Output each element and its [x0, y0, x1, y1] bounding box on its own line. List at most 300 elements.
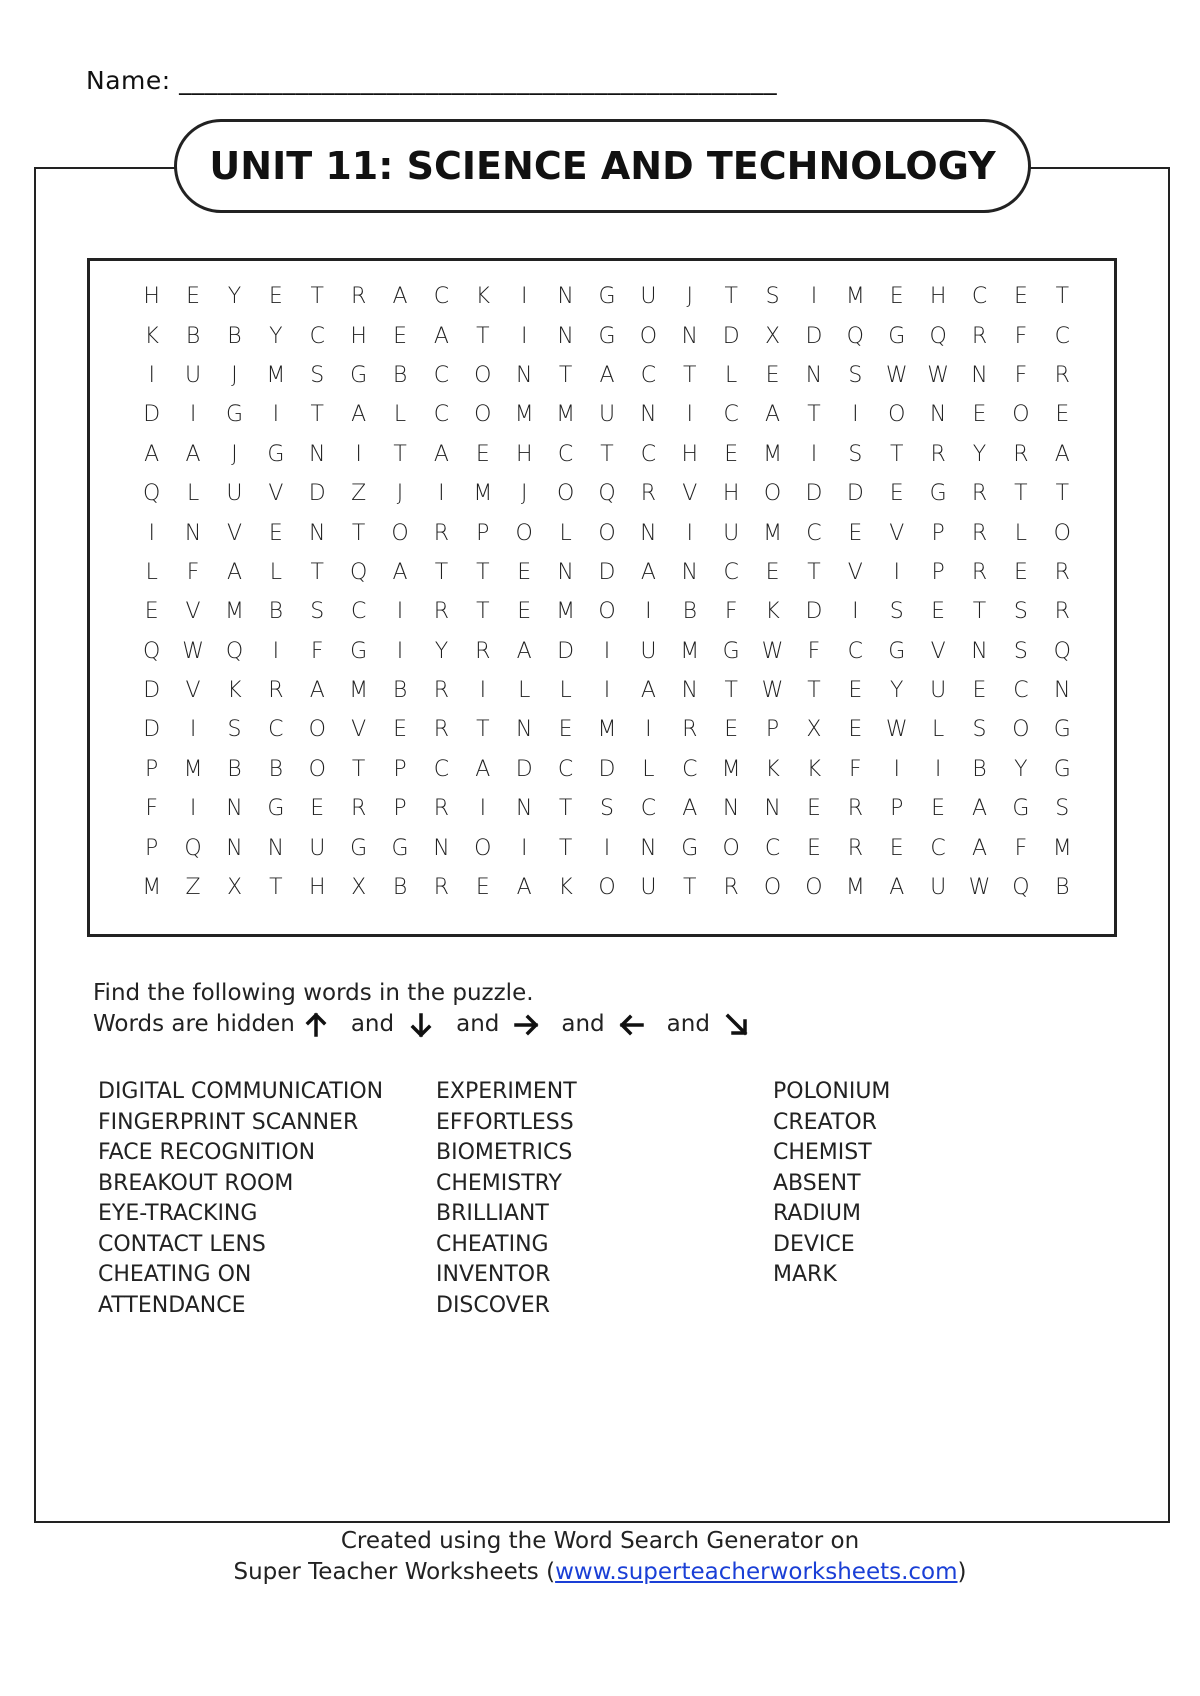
grid-letter: P	[393, 796, 407, 822]
grid-row	[131, 316, 1083, 355]
grid-letter: E	[393, 323, 407, 349]
footer-line-1: Created using the Word Search Generator on	[340, 1528, 860, 1554]
grid-letter: E	[475, 441, 490, 467]
grid-letter: R	[723, 875, 739, 901]
grid-letter: I	[852, 402, 859, 428]
grid-letter: T	[1055, 284, 1070, 310]
arrow-down-right-icon	[724, 1012, 754, 1038]
grid-letter: C	[640, 796, 657, 822]
grid-letter: K	[806, 756, 822, 782]
grid-letter: D	[805, 599, 823, 625]
grid-letter: I	[810, 284, 818, 310]
grid-letter: T	[558, 796, 573, 822]
grid-letter: O	[1012, 402, 1030, 428]
grid-letter: I	[272, 638, 280, 664]
grid-letter: N	[1054, 678, 1071, 704]
grid-letter: I	[893, 559, 900, 585]
grid-letter: Z	[185, 875, 201, 901]
letter-grid	[131, 277, 1083, 907]
grid-letter: B	[392, 678, 408, 704]
grid-letter: R	[1054, 559, 1070, 585]
grid-letter: G	[598, 323, 616, 349]
grid-letter: S	[848, 362, 863, 388]
grid-letter: K	[475, 284, 491, 310]
footer	[0, 1526, 1200, 1588]
grid-letter: C	[640, 362, 657, 388]
grid-letter: U	[640, 284, 657, 310]
grid-letter: S	[848, 441, 863, 467]
grid-letter: R	[433, 678, 450, 704]
grid-letter: U	[640, 875, 657, 901]
grid-letter: T	[558, 362, 573, 388]
grid-letter: J	[520, 481, 528, 507]
grid-letter: N	[929, 402, 947, 428]
grid-row	[131, 868, 1083, 907]
arrow-right-icon	[513, 1012, 543, 1038]
page-title: UNIT 11: SCIENCE AND TECHNOLOGY	[174, 119, 1031, 213]
grid-letter: O	[474, 402, 492, 428]
grid-letter: T	[1014, 481, 1028, 507]
grid-letter: Y	[1014, 756, 1028, 782]
grid-letter: I	[272, 402, 280, 428]
grid-letter: T	[972, 599, 987, 625]
grid-letter: A	[682, 796, 698, 822]
grid-letter: A	[475, 756, 491, 782]
word-list-item: CHEMISTRY	[436, 1170, 562, 1196]
grid-letter: E	[268, 284, 283, 310]
grid-letter: A	[351, 402, 367, 428]
grid-letter: I	[189, 796, 197, 822]
grid-letter: A	[889, 875, 905, 901]
grid-letter: T	[558, 835, 573, 861]
grid-letter: E	[889, 481, 904, 507]
grid-letter: V	[889, 520, 905, 546]
grid-letter: S	[889, 599, 904, 625]
grid-letter: A	[640, 559, 656, 585]
grid-letter: R	[433, 717, 450, 743]
grid-letter: M	[680, 638, 700, 664]
word-list-item: FINGERPRINT SCANNER	[98, 1109, 359, 1135]
grid-letter: E	[310, 796, 325, 822]
grid-letter: N	[722, 796, 740, 822]
grid-letter: T	[434, 559, 449, 585]
grid-letter: I	[520, 323, 528, 349]
grid-letter: C	[640, 441, 657, 467]
website-link[interactable]: www.superteacherworksheets.com	[555, 1559, 958, 1585]
grid-letter: B	[227, 756, 242, 782]
grid-letter: C	[433, 362, 450, 388]
grid-letter: C	[433, 756, 450, 782]
grid-row	[131, 513, 1083, 552]
grid-letter: N	[557, 559, 574, 585]
footer-line-2	[0, 1557, 1200, 1588]
grid-letter: L	[725, 362, 738, 388]
grid-letter: D	[557, 638, 575, 664]
grid-letter: I	[479, 678, 487, 704]
grid-letter: E	[475, 875, 490, 901]
grid-row	[131, 553, 1083, 592]
grid-letter: F	[1014, 835, 1028, 861]
grid-letter: G	[350, 362, 368, 388]
grid-letter: N	[184, 520, 202, 546]
grid-letter: R	[1054, 599, 1070, 625]
grid-letter: T	[310, 284, 324, 310]
grid-letter: T	[890, 441, 904, 467]
grid-letter: H	[350, 323, 367, 349]
grid-letter: R	[971, 559, 988, 585]
grid-letter: C	[309, 323, 325, 349]
grid-letter: B	[268, 599, 284, 625]
grid-letter: E	[1013, 284, 1028, 310]
grid-letter: P	[931, 520, 945, 546]
grid-letter: A	[765, 402, 781, 428]
grid-letter: Q	[1012, 875, 1030, 901]
grid-letter: T	[807, 402, 821, 428]
grid-letter: G	[225, 402, 243, 428]
grid-letter: N	[971, 362, 988, 388]
grid-letter: A	[185, 441, 201, 467]
word-list-item: POLONIUM	[773, 1079, 891, 1104]
grid-letter: T	[724, 678, 738, 704]
grid-letter: T	[310, 402, 324, 428]
grid-letter: I	[893, 756, 900, 782]
grid-letter: C	[350, 599, 367, 625]
word-list-item: BREAKOUT ROOM	[98, 1170, 294, 1196]
grid-letter: H	[143, 284, 160, 310]
grid-letter: E	[848, 678, 863, 704]
grid-letter: D	[846, 481, 864, 507]
grid-letter: C	[723, 559, 739, 585]
grid-letter: X	[351, 875, 367, 901]
instructions	[93, 978, 766, 1040]
grid-letter: O	[1012, 717, 1030, 743]
word-list-item: DEVICE	[773, 1231, 855, 1257]
grid-letter: S	[765, 284, 780, 310]
grid-letter: I	[603, 835, 611, 861]
grid-letter: G	[391, 835, 409, 861]
grid-letter: R	[351, 796, 367, 822]
grid-letter: I	[852, 599, 859, 625]
grid-letter: N	[515, 796, 533, 822]
grid-letter: Q	[1053, 638, 1071, 664]
word-list-item: CREATOR	[773, 1109, 877, 1135]
grid-letter: T	[1055, 481, 1070, 507]
grid-letter: R	[1054, 362, 1070, 388]
grid-letter: L	[145, 559, 158, 585]
grid-letter: H	[515, 441, 533, 467]
grid-letter: M	[721, 756, 741, 782]
grid-letter: B	[185, 323, 201, 349]
grid-letter: M	[597, 717, 617, 743]
grid-letter: B	[972, 756, 987, 782]
grid-letter: L	[931, 717, 945, 743]
grid-letter: O	[1053, 520, 1071, 546]
grid-letter: C	[971, 284, 988, 310]
arrow-left-icon	[619, 1012, 649, 1038]
grid-letter: N	[433, 835, 450, 861]
grid-letter: W	[927, 362, 949, 388]
grid-letter: Q	[143, 638, 161, 664]
grid-letter: C	[1013, 678, 1029, 704]
grid-letter: C	[764, 835, 781, 861]
and-label: and	[666, 1011, 710, 1037]
grid-letter: C	[433, 402, 450, 428]
grid-letter: T	[393, 441, 407, 467]
word-list-item: RADIUM	[773, 1201, 861, 1226]
grid-letter: F	[807, 638, 821, 664]
grid-letter: N	[309, 441, 326, 467]
grid-row	[131, 671, 1083, 710]
grid-letter: B	[227, 323, 242, 349]
grid-letter: I	[355, 441, 362, 467]
grid-letter: I	[148, 520, 155, 546]
grid-letter: O	[308, 717, 326, 743]
grid-letter: G	[681, 835, 699, 861]
grid-letter: G	[598, 284, 616, 310]
grid-letter: I	[934, 756, 942, 782]
instructions-prefix: Words are hidden	[93, 1011, 295, 1037]
grid-letter: E	[848, 520, 863, 546]
grid-letter: E	[931, 599, 946, 625]
grid-letter: E	[848, 717, 863, 743]
grid-letter: D	[515, 756, 533, 782]
grid-letter: Q	[225, 638, 244, 664]
grid-letter: E	[144, 599, 159, 625]
grid-letter: R	[268, 678, 284, 704]
grid-letter: G	[267, 441, 285, 467]
grid-letter: I	[438, 481, 445, 507]
grid-letter: Y	[227, 284, 242, 310]
grid-letter: M	[845, 284, 865, 310]
grid-letter: V	[930, 638, 946, 664]
grid-letter: R	[1013, 441, 1029, 467]
grid-letter: E	[765, 362, 780, 388]
grid-letter: C	[433, 284, 450, 310]
grid-row	[131, 277, 1083, 316]
grid-letter: Q	[929, 323, 947, 349]
grid-letter: U	[640, 638, 657, 664]
grid-letter: U	[309, 835, 326, 861]
grid-letter: M	[473, 481, 493, 507]
grid-letter: M	[556, 599, 576, 625]
grid-letter: G	[267, 796, 285, 822]
grid-letter: I	[645, 599, 652, 625]
grid-letter: D	[143, 717, 161, 743]
grid-letter: N	[805, 362, 823, 388]
grid-letter: I	[603, 678, 611, 704]
grid-letter: G	[888, 638, 906, 664]
word-list-item: EXPERIMENT	[436, 1079, 577, 1104]
grid-letter: H	[681, 441, 699, 467]
grid-row	[131, 789, 1083, 828]
grid-letter: L	[269, 559, 282, 585]
grid-letter: M	[266, 362, 286, 388]
grid-letter: W	[885, 717, 908, 743]
grid-letter: V	[185, 678, 201, 704]
grid-letter: P	[145, 756, 159, 782]
grid-letter: S	[1013, 638, 1028, 664]
grid-row	[131, 395, 1083, 434]
grid-letter: V	[682, 481, 698, 507]
grid-letter: K	[558, 875, 573, 901]
grid-letter: E	[1013, 559, 1028, 585]
grid-letter: F	[724, 599, 738, 625]
grid-letter: O	[598, 875, 616, 901]
grid-letter: L	[559, 520, 572, 546]
grid-letter: E	[765, 559, 780, 585]
grid-letter: E	[393, 717, 407, 743]
grid-letter: O	[515, 520, 533, 546]
grid-letter: N	[640, 835, 657, 861]
grid-letter: S	[1055, 796, 1070, 822]
grid-letter: M	[845, 875, 865, 901]
grid-letter: L	[518, 678, 531, 704]
grid-letter: J	[231, 362, 238, 388]
grid-row	[131, 356, 1083, 395]
grid-letter: D	[805, 481, 823, 507]
grid-letter: N	[640, 520, 657, 546]
grid-letter: E	[268, 520, 283, 546]
grid-letter: R	[847, 835, 863, 861]
grid-letter: M	[556, 402, 576, 428]
grid-letter: I	[603, 638, 611, 664]
grid-letter: K	[765, 756, 780, 782]
grid-letter: M	[224, 599, 244, 625]
grid-letter: T	[476, 559, 490, 585]
grid-letter: D	[598, 559, 616, 585]
word-list-item: INVENTOR	[436, 1262, 551, 1287]
grid-letter: N	[515, 717, 533, 743]
grid-letter: T	[269, 875, 283, 901]
grid-letter: O	[474, 835, 492, 861]
grid-letter: N	[681, 323, 698, 349]
grid-letter: R	[433, 520, 450, 546]
grid-letter: E	[972, 402, 987, 428]
grid-letter: C	[930, 835, 946, 861]
grid-letter: U	[598, 402, 616, 428]
grid-letter: A	[599, 362, 615, 388]
grid-letter: I	[520, 284, 528, 310]
grid-letter: O	[598, 520, 616, 546]
grid-letter: N	[557, 284, 574, 310]
instructions-line-1: Find the following words in the puzzle.	[93, 980, 534, 1006]
grid-letter: R	[682, 717, 698, 743]
word-list-item: CHEATING ON	[98, 1262, 252, 1287]
grid-letter: P	[145, 835, 159, 861]
grid-letter: R	[433, 796, 450, 822]
grid-letter: M	[183, 756, 203, 782]
grid-letter: U	[723, 520, 740, 546]
grid-letter: G	[888, 323, 906, 349]
footer-prefix: Super Teacher Worksheets (	[233, 1559, 556, 1585]
grid-letter: F	[310, 638, 324, 664]
grid-row	[131, 632, 1083, 671]
grid-letter: W	[182, 638, 204, 664]
grid-letter: S	[310, 362, 325, 388]
word-list-column-1	[98, 1077, 383, 1321]
grid-letter: N	[226, 835, 243, 861]
word-list-item: MARK	[773, 1262, 837, 1287]
grid-letter: C	[1054, 323, 1070, 349]
grid-row	[131, 592, 1083, 631]
and-label: and	[456, 1011, 500, 1037]
name-field-label: Name: ______________________________________________	[86, 66, 778, 95]
grid-letter: F	[1014, 323, 1028, 349]
grid-letter: R	[971, 481, 988, 507]
grid-letter: T	[724, 284, 738, 310]
grid-letter: D	[143, 678, 161, 704]
grid-letter: A	[309, 678, 325, 704]
grid-letter: G	[929, 481, 947, 507]
grid-letter: Z	[351, 481, 367, 507]
grid-letter: N	[557, 323, 574, 349]
grid-letter: L	[393, 402, 407, 428]
grid-letter: Y	[434, 638, 449, 664]
grid-letter: D	[598, 756, 616, 782]
grid-letter: Q	[349, 559, 368, 585]
grid-letter: A	[392, 284, 408, 310]
grid-letter: G	[350, 835, 368, 861]
grid-letter: L	[1014, 520, 1028, 546]
grid-letter: E	[972, 678, 987, 704]
grid-letter: D	[143, 402, 161, 428]
grid-letter: X	[806, 717, 822, 743]
arrow-up-icon	[303, 1012, 333, 1038]
word-list-item: CHEATING	[436, 1231, 549, 1257]
word-list-item: DISCOVER	[436, 1292, 550, 1318]
grid-letter: R	[640, 481, 657, 507]
grid-letter: C	[847, 638, 864, 664]
grid-letter: T	[683, 875, 697, 901]
grid-letter: M	[349, 678, 369, 704]
grid-letter: G	[1012, 796, 1030, 822]
word-list-column-3	[773, 1077, 890, 1291]
grid-letter: V	[847, 559, 863, 585]
grid-letter: R	[433, 599, 450, 625]
grid-letter: M	[514, 402, 534, 428]
grid-letter: E	[806, 835, 821, 861]
word-list-item: CHEMIST	[773, 1140, 872, 1165]
grid-letter: H	[929, 284, 947, 310]
grid-letter: P	[393, 756, 407, 782]
grid-letter: W	[968, 875, 991, 901]
grid-letter: E	[517, 559, 532, 585]
grid-letter: D	[805, 323, 823, 349]
grid-letter: Q	[143, 481, 161, 507]
and-label: and	[350, 1011, 395, 1037]
grid-letter: E	[931, 796, 946, 822]
grid-row	[131, 435, 1083, 474]
grid-letter: Y	[890, 678, 904, 704]
grid-letter: T	[600, 441, 614, 467]
grid-letter: V	[351, 717, 367, 743]
grid-letter: A	[392, 559, 408, 585]
grid-letter: C	[723, 402, 739, 428]
grid-letter: E	[724, 717, 739, 743]
grid-letter: U	[226, 481, 243, 507]
grid-letter: W	[761, 638, 784, 664]
grid-row	[131, 710, 1083, 749]
grid-letter: N	[971, 638, 988, 664]
grid-letter: F	[1014, 362, 1028, 388]
arrow-down-icon	[408, 1012, 438, 1038]
grid-letter: J	[686, 284, 694, 310]
grid-letter: F	[145, 796, 159, 822]
grid-letter: M	[142, 875, 162, 901]
grid-letter: S	[972, 717, 987, 743]
grid-letter: T	[351, 520, 366, 546]
grid-letter: Y	[269, 323, 283, 349]
